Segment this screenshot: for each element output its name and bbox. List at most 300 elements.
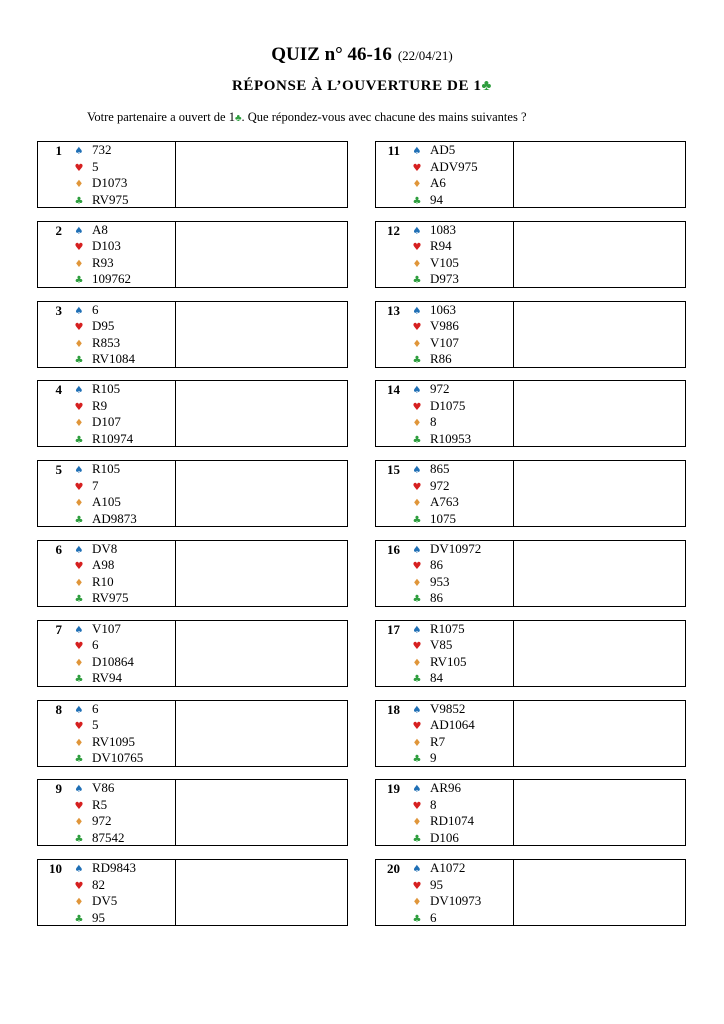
hearts-holding: V85 bbox=[430, 637, 453, 653]
answer-field[interactable] bbox=[514, 701, 685, 766]
hearts-line bbox=[66, 797, 175, 814]
diamonds-holding: R853 bbox=[92, 334, 121, 350]
spades-holding: DV10972 bbox=[430, 540, 482, 556]
clubs-line bbox=[404, 431, 513, 448]
hand-cards bbox=[66, 222, 176, 287]
spades-line bbox=[66, 780, 175, 797]
subtitle-text: RÉPONSE À L’OUVERTURE DE 1 bbox=[231, 78, 482, 94]
spade-icon: ♠ bbox=[412, 225, 422, 237]
spades-holding: 972 bbox=[430, 381, 450, 397]
club-icon: ♣ bbox=[412, 754, 422, 766]
spades-holding: DV8 bbox=[92, 540, 118, 556]
hand-cards bbox=[66, 860, 176, 925]
spades-holding: R1075 bbox=[430, 620, 465, 636]
hearts-holding: 95 bbox=[430, 876, 443, 892]
diamonds-line bbox=[66, 654, 175, 671]
spade-icon: ♠ bbox=[412, 704, 422, 716]
hearts-holding: 86 bbox=[430, 557, 443, 573]
hand-box bbox=[375, 221, 686, 288]
diamonds-holding: A6 bbox=[430, 175, 446, 190]
diamonds-line bbox=[404, 255, 513, 272]
club-icon: ♣ bbox=[481, 78, 492, 94]
hand-number: 14 bbox=[387, 382, 400, 398]
diamonds-line bbox=[66, 175, 175, 192]
heart-icon: ♥ bbox=[412, 481, 422, 493]
diamonds-line bbox=[66, 255, 175, 272]
diamond-icon: ♦ bbox=[412, 179, 422, 190]
diamond-icon: ♦ bbox=[412, 338, 422, 350]
clubs-holding: 109762 bbox=[92, 271, 131, 287]
hearts-line bbox=[66, 717, 175, 734]
diamonds-holding: RV105 bbox=[430, 653, 467, 669]
spade-icon: ♠ bbox=[74, 544, 84, 556]
hand-box bbox=[37, 779, 348, 846]
hand-cards bbox=[404, 222, 514, 287]
heart-icon: ♥ bbox=[74, 561, 84, 573]
diamond-icon: ♦ bbox=[412, 258, 422, 270]
heart-icon: ♥ bbox=[74, 401, 84, 413]
hand-number: 3 bbox=[55, 302, 62, 318]
diamond-icon: ♦ bbox=[74, 817, 84, 829]
clubs-line bbox=[404, 670, 513, 687]
diamond-icon: ♦ bbox=[74, 737, 84, 749]
club-icon: ♣ bbox=[412, 195, 422, 207]
spade-icon: ♠ bbox=[74, 305, 84, 317]
clubs-holding: AD9873 bbox=[92, 510, 137, 526]
club-icon: ♣ bbox=[412, 594, 422, 606]
clubs-holding: 94 bbox=[430, 191, 443, 207]
clubs-holding: 84 bbox=[430, 670, 443, 686]
hand-cards bbox=[404, 780, 514, 845]
hearts-line bbox=[404, 398, 513, 415]
intro-before: Votre partenaire a ouvert de 1 bbox=[87, 110, 235, 124]
clubs-line bbox=[404, 830, 513, 847]
diamonds-line bbox=[404, 893, 513, 910]
spades-holding: R105 bbox=[92, 461, 121, 477]
answer-field[interactable] bbox=[514, 222, 685, 287]
hand-number: 17 bbox=[387, 621, 400, 637]
spade-icon: ♠ bbox=[74, 864, 84, 876]
hand-box bbox=[375, 859, 686, 926]
diamonds-holding: RD1074 bbox=[430, 813, 475, 829]
clubs-holding: D106 bbox=[430, 829, 459, 845]
clubs-line bbox=[66, 511, 175, 528]
answer-field[interactable] bbox=[176, 222, 347, 287]
answer-field[interactable] bbox=[514, 621, 685, 686]
hand-cards bbox=[404, 621, 514, 686]
diamonds-line bbox=[66, 813, 175, 830]
diamonds-holding: V107 bbox=[430, 334, 459, 350]
spade-icon: ♠ bbox=[412, 305, 422, 317]
hearts-holding: ADV975 bbox=[430, 158, 478, 174]
hearts-line bbox=[66, 478, 175, 495]
hearts-holding: R5 bbox=[92, 796, 108, 812]
answer-field[interactable] bbox=[176, 381, 347, 446]
hand-box bbox=[37, 301, 348, 368]
hearts-line bbox=[404, 159, 513, 176]
clubs-line bbox=[404, 511, 513, 528]
heart-icon: ♥ bbox=[74, 162, 84, 174]
hand-number: 10 bbox=[49, 861, 62, 877]
club-icon: ♣ bbox=[74, 913, 84, 925]
hand-box bbox=[37, 141, 348, 208]
answer-field[interactable] bbox=[176, 302, 347, 367]
answer-field[interactable] bbox=[176, 621, 347, 686]
spade-icon: ♠ bbox=[412, 784, 422, 796]
answer-field[interactable] bbox=[514, 461, 685, 526]
answer-field[interactable] bbox=[514, 381, 685, 446]
spades-line bbox=[404, 780, 513, 797]
club-icon: ♣ bbox=[74, 754, 84, 766]
hand-cards bbox=[66, 381, 176, 446]
clubs-holding: 86 bbox=[430, 590, 443, 606]
clubs-holding: D973 bbox=[430, 271, 459, 287]
hearts-holding: V986 bbox=[430, 318, 459, 334]
hearts-holding: 7 bbox=[92, 477, 99, 493]
diamonds-line bbox=[66, 414, 175, 431]
diamond-icon: ♦ bbox=[74, 338, 84, 350]
answer-field[interactable] bbox=[514, 142, 685, 207]
answer-field[interactable] bbox=[176, 541, 347, 606]
spades-line bbox=[66, 541, 175, 558]
clubs-line bbox=[404, 351, 513, 368]
heart-icon: ♥ bbox=[74, 322, 84, 334]
diamonds-line bbox=[404, 654, 513, 671]
clubs-line bbox=[404, 192, 513, 209]
heart-icon: ♥ bbox=[74, 641, 84, 653]
hands-column-left bbox=[37, 141, 348, 939]
club-icon: ♣ bbox=[74, 275, 84, 287]
quiz-title bbox=[0, 44, 724, 66]
heart-icon: ♥ bbox=[412, 242, 422, 254]
hearts-holding: D103 bbox=[92, 238, 121, 254]
hand-box bbox=[375, 141, 686, 208]
answer-field[interactable] bbox=[176, 701, 347, 766]
hand-cards bbox=[66, 142, 176, 207]
spade-icon: ♠ bbox=[74, 624, 84, 636]
spade-icon: ♠ bbox=[412, 544, 422, 556]
hand-box bbox=[37, 460, 348, 527]
diamonds-holding: R10 bbox=[92, 573, 114, 589]
hand-box bbox=[375, 460, 686, 527]
hearts-line bbox=[66, 877, 175, 894]
hand-number: 4 bbox=[55, 382, 62, 398]
spades-line bbox=[404, 142, 513, 159]
diamonds-holding: R7 bbox=[430, 733, 446, 749]
hearts-line bbox=[66, 637, 175, 654]
hand-box bbox=[37, 221, 348, 288]
spades-holding: 732 bbox=[92, 142, 112, 157]
hearts-holding: D95 bbox=[92, 318, 115, 334]
spades-line bbox=[404, 461, 513, 478]
clubs-line bbox=[66, 271, 175, 288]
spades-holding: A8 bbox=[92, 221, 108, 237]
answer-field[interactable] bbox=[514, 541, 685, 606]
answer-field[interactable] bbox=[176, 142, 347, 207]
diamond-icon: ♦ bbox=[412, 498, 422, 510]
club-icon: ♣ bbox=[74, 514, 84, 526]
spades-line bbox=[66, 381, 175, 398]
clubs-holding: 6 bbox=[430, 909, 437, 925]
clubs-line bbox=[66, 590, 175, 607]
hands-column-right bbox=[375, 141, 686, 939]
diamonds-holding: R93 bbox=[92, 254, 114, 270]
hand-number: 8 bbox=[55, 701, 62, 717]
heart-icon: ♥ bbox=[412, 401, 422, 413]
answer-field[interactable] bbox=[176, 780, 347, 845]
diamonds-line bbox=[404, 734, 513, 751]
heart-icon: ♥ bbox=[74, 721, 84, 733]
diamonds-line bbox=[66, 574, 175, 591]
hand-box bbox=[375, 620, 686, 687]
hand-cards bbox=[404, 142, 514, 207]
clubs-line bbox=[66, 670, 175, 687]
diamond-icon: ♦ bbox=[74, 657, 84, 669]
hand-box bbox=[375, 700, 686, 767]
clubs-holding: RV94 bbox=[92, 670, 123, 686]
hearts-line bbox=[404, 797, 513, 814]
diamond-icon: ♦ bbox=[74, 498, 84, 510]
club-icon: ♣ bbox=[412, 833, 422, 845]
club-icon: ♣ bbox=[412, 913, 422, 925]
intro-text bbox=[87, 110, 527, 125]
hearts-line bbox=[404, 238, 513, 255]
hand-box bbox=[375, 540, 686, 607]
hand-number: 1 bbox=[55, 143, 62, 158]
clubs-holding: RV975 bbox=[92, 590, 129, 606]
club-icon: ♣ bbox=[412, 434, 422, 446]
answer-field[interactable] bbox=[514, 780, 685, 845]
hand-box bbox=[37, 859, 348, 926]
clubs-holding: DV10765 bbox=[92, 750, 144, 766]
heart-icon: ♥ bbox=[412, 800, 422, 812]
spades-line bbox=[404, 701, 513, 718]
clubs-holding: R10953 bbox=[430, 430, 472, 446]
hand-box bbox=[375, 779, 686, 846]
clubs-line bbox=[404, 590, 513, 607]
diamonds-line bbox=[66, 734, 175, 751]
diamond-icon: ♦ bbox=[412, 817, 422, 829]
hearts-line bbox=[66, 398, 175, 415]
diamonds-holding: DV5 bbox=[92, 893, 118, 909]
diamonds-holding: DV10973 bbox=[430, 893, 482, 909]
hand-cards bbox=[404, 541, 514, 606]
answer-field[interactable] bbox=[176, 860, 347, 925]
club-icon: ♣ bbox=[74, 674, 84, 686]
spades-line bbox=[404, 860, 513, 877]
spade-icon: ♠ bbox=[412, 146, 422, 157]
spades-line bbox=[404, 302, 513, 319]
answer-field[interactable] bbox=[514, 860, 685, 925]
clubs-line bbox=[66, 830, 175, 847]
hearts-line bbox=[404, 478, 513, 495]
answer-field[interactable] bbox=[514, 302, 685, 367]
club-icon: ♣ bbox=[74, 594, 84, 606]
clubs-line bbox=[66, 192, 175, 209]
hand-box bbox=[37, 540, 348, 607]
diamonds-line bbox=[66, 494, 175, 511]
hearts-line bbox=[404, 557, 513, 574]
diamonds-line bbox=[404, 813, 513, 830]
spade-icon: ♠ bbox=[74, 704, 84, 716]
spades-line bbox=[66, 142, 175, 159]
diamond-icon: ♦ bbox=[412, 897, 422, 909]
spade-icon: ♠ bbox=[74, 225, 84, 237]
hearts-holding: AD1064 bbox=[430, 717, 475, 733]
diamond-icon: ♦ bbox=[74, 258, 84, 270]
diamond-icon: ♦ bbox=[412, 737, 422, 749]
hand-number: 6 bbox=[55, 541, 62, 557]
diamonds-holding: D107 bbox=[92, 414, 121, 430]
spades-holding: RD9843 bbox=[92, 860, 137, 876]
spades-holding: V86 bbox=[92, 780, 115, 796]
spades-line bbox=[404, 381, 513, 398]
hand-cards bbox=[66, 461, 176, 526]
spades-holding: V9852 bbox=[430, 700, 466, 716]
spade-icon: ♠ bbox=[412, 864, 422, 876]
hearts-holding: A98 bbox=[92, 557, 115, 573]
spades-holding: AR96 bbox=[430, 780, 462, 796]
hand-number: 13 bbox=[387, 302, 400, 318]
spades-holding: V107 bbox=[92, 620, 121, 636]
hand-number: 5 bbox=[55, 462, 62, 478]
heart-icon: ♥ bbox=[412, 721, 422, 733]
hand-number: 2 bbox=[55, 222, 62, 238]
spades-holding: 6 bbox=[92, 700, 99, 716]
heart-icon: ♥ bbox=[412, 322, 422, 334]
diamond-icon: ♦ bbox=[412, 577, 422, 589]
diamonds-holding: RV1095 bbox=[92, 733, 136, 749]
hand-number: 9 bbox=[55, 781, 62, 797]
hearts-holding: D1075 bbox=[430, 397, 466, 413]
club-icon: ♣ bbox=[412, 674, 422, 686]
club-icon: ♣ bbox=[234, 113, 242, 124]
subtitle bbox=[0, 78, 724, 95]
hand-number: 7 bbox=[55, 621, 62, 637]
spades-line bbox=[66, 461, 175, 478]
hand-number: 18 bbox=[387, 701, 400, 717]
club-icon: ♣ bbox=[74, 355, 84, 367]
spades-holding: 1083 bbox=[430, 221, 456, 237]
answer-field[interactable] bbox=[176, 461, 347, 526]
clubs-holding: R86 bbox=[430, 351, 452, 367]
diamonds-line bbox=[404, 175, 513, 192]
hand-number: 19 bbox=[387, 781, 400, 797]
heart-icon: ♥ bbox=[74, 880, 84, 892]
spade-icon: ♠ bbox=[412, 624, 422, 636]
hand-cards bbox=[66, 541, 176, 606]
diamond-icon: ♦ bbox=[412, 657, 422, 669]
club-icon: ♣ bbox=[412, 355, 422, 367]
hearts-line bbox=[66, 238, 175, 255]
diamond-icon: ♦ bbox=[74, 418, 84, 430]
diamonds-line bbox=[404, 574, 513, 591]
spades-line bbox=[66, 222, 175, 239]
hand-cards bbox=[404, 461, 514, 526]
hand-cards bbox=[404, 381, 514, 446]
hearts-holding: 8 bbox=[430, 796, 437, 812]
hearts-line bbox=[404, 637, 513, 654]
quiz-title-text: QUIZ n° 46-16 bbox=[271, 44, 392, 65]
spade-icon: ♠ bbox=[412, 465, 422, 477]
hearts-line bbox=[66, 557, 175, 574]
hand-cards bbox=[404, 302, 514, 367]
hand-cards bbox=[66, 701, 176, 766]
diamond-icon: ♦ bbox=[74, 577, 84, 589]
diamonds-line bbox=[66, 335, 175, 352]
hearts-holding: 6 bbox=[92, 637, 99, 653]
spades-line bbox=[404, 222, 513, 239]
diamonds-line bbox=[66, 893, 175, 910]
heart-icon: ♥ bbox=[74, 800, 84, 812]
spades-line bbox=[66, 621, 175, 638]
hearts-holding: R94 bbox=[430, 238, 452, 254]
hand-box bbox=[375, 301, 686, 368]
diamonds-holding: 8 bbox=[430, 414, 437, 430]
hearts-line bbox=[66, 318, 175, 335]
hearts-line bbox=[404, 318, 513, 335]
hearts-line bbox=[404, 717, 513, 734]
hearts-holding: 5 bbox=[92, 717, 99, 733]
heart-icon: ♥ bbox=[412, 880, 422, 892]
diamonds-holding: 953 bbox=[430, 573, 450, 589]
spades-holding: 6 bbox=[92, 301, 99, 317]
hand-cards bbox=[404, 860, 514, 925]
spades-line bbox=[404, 621, 513, 638]
diamond-icon: ♦ bbox=[412, 418, 422, 430]
spades-holding: R105 bbox=[92, 381, 121, 397]
hearts-holding: R9 bbox=[92, 397, 108, 413]
spade-icon: ♠ bbox=[74, 385, 84, 397]
hearts-holding: 5 bbox=[92, 158, 99, 174]
hearts-holding: 82 bbox=[92, 876, 105, 892]
diamonds-holding: D1073 bbox=[92, 175, 128, 190]
spade-icon: ♠ bbox=[74, 465, 84, 477]
heart-icon: ♥ bbox=[74, 242, 84, 254]
heart-icon: ♥ bbox=[412, 162, 422, 174]
clubs-line bbox=[66, 910, 175, 927]
spades-line bbox=[404, 541, 513, 558]
club-icon: ♣ bbox=[74, 195, 84, 207]
clubs-line bbox=[66, 750, 175, 767]
diamonds-line bbox=[404, 335, 513, 352]
diamonds-holding: 972 bbox=[92, 813, 112, 829]
heart-icon: ♥ bbox=[74, 481, 84, 493]
spades-line bbox=[66, 860, 175, 877]
heart-icon: ♥ bbox=[412, 641, 422, 653]
clubs-line bbox=[66, 351, 175, 368]
clubs-holding: 87542 bbox=[92, 829, 125, 845]
clubs-line bbox=[66, 431, 175, 448]
hand-number: 20 bbox=[387, 861, 400, 877]
quiz-date: (22/04/21) bbox=[397, 48, 453, 63]
clubs-holding: 1075 bbox=[430, 510, 456, 526]
diamond-icon: ♦ bbox=[74, 897, 84, 909]
hand-box bbox=[37, 380, 348, 447]
heart-icon: ♥ bbox=[412, 561, 422, 573]
club-icon: ♣ bbox=[412, 514, 422, 526]
spades-holding: 865 bbox=[430, 461, 450, 477]
clubs-holding: 9 bbox=[430, 750, 437, 766]
intro-after: . Que répondez-vous avec chacune des mains suivantes ? bbox=[241, 110, 527, 124]
hearts-line bbox=[404, 877, 513, 894]
spades-holding: A1072 bbox=[430, 860, 466, 876]
diamonds-line bbox=[404, 414, 513, 431]
diamond-icon: ♦ bbox=[74, 179, 84, 190]
spades-line bbox=[66, 302, 175, 319]
clubs-holding: 95 bbox=[92, 909, 105, 925]
hand-box bbox=[37, 700, 348, 767]
